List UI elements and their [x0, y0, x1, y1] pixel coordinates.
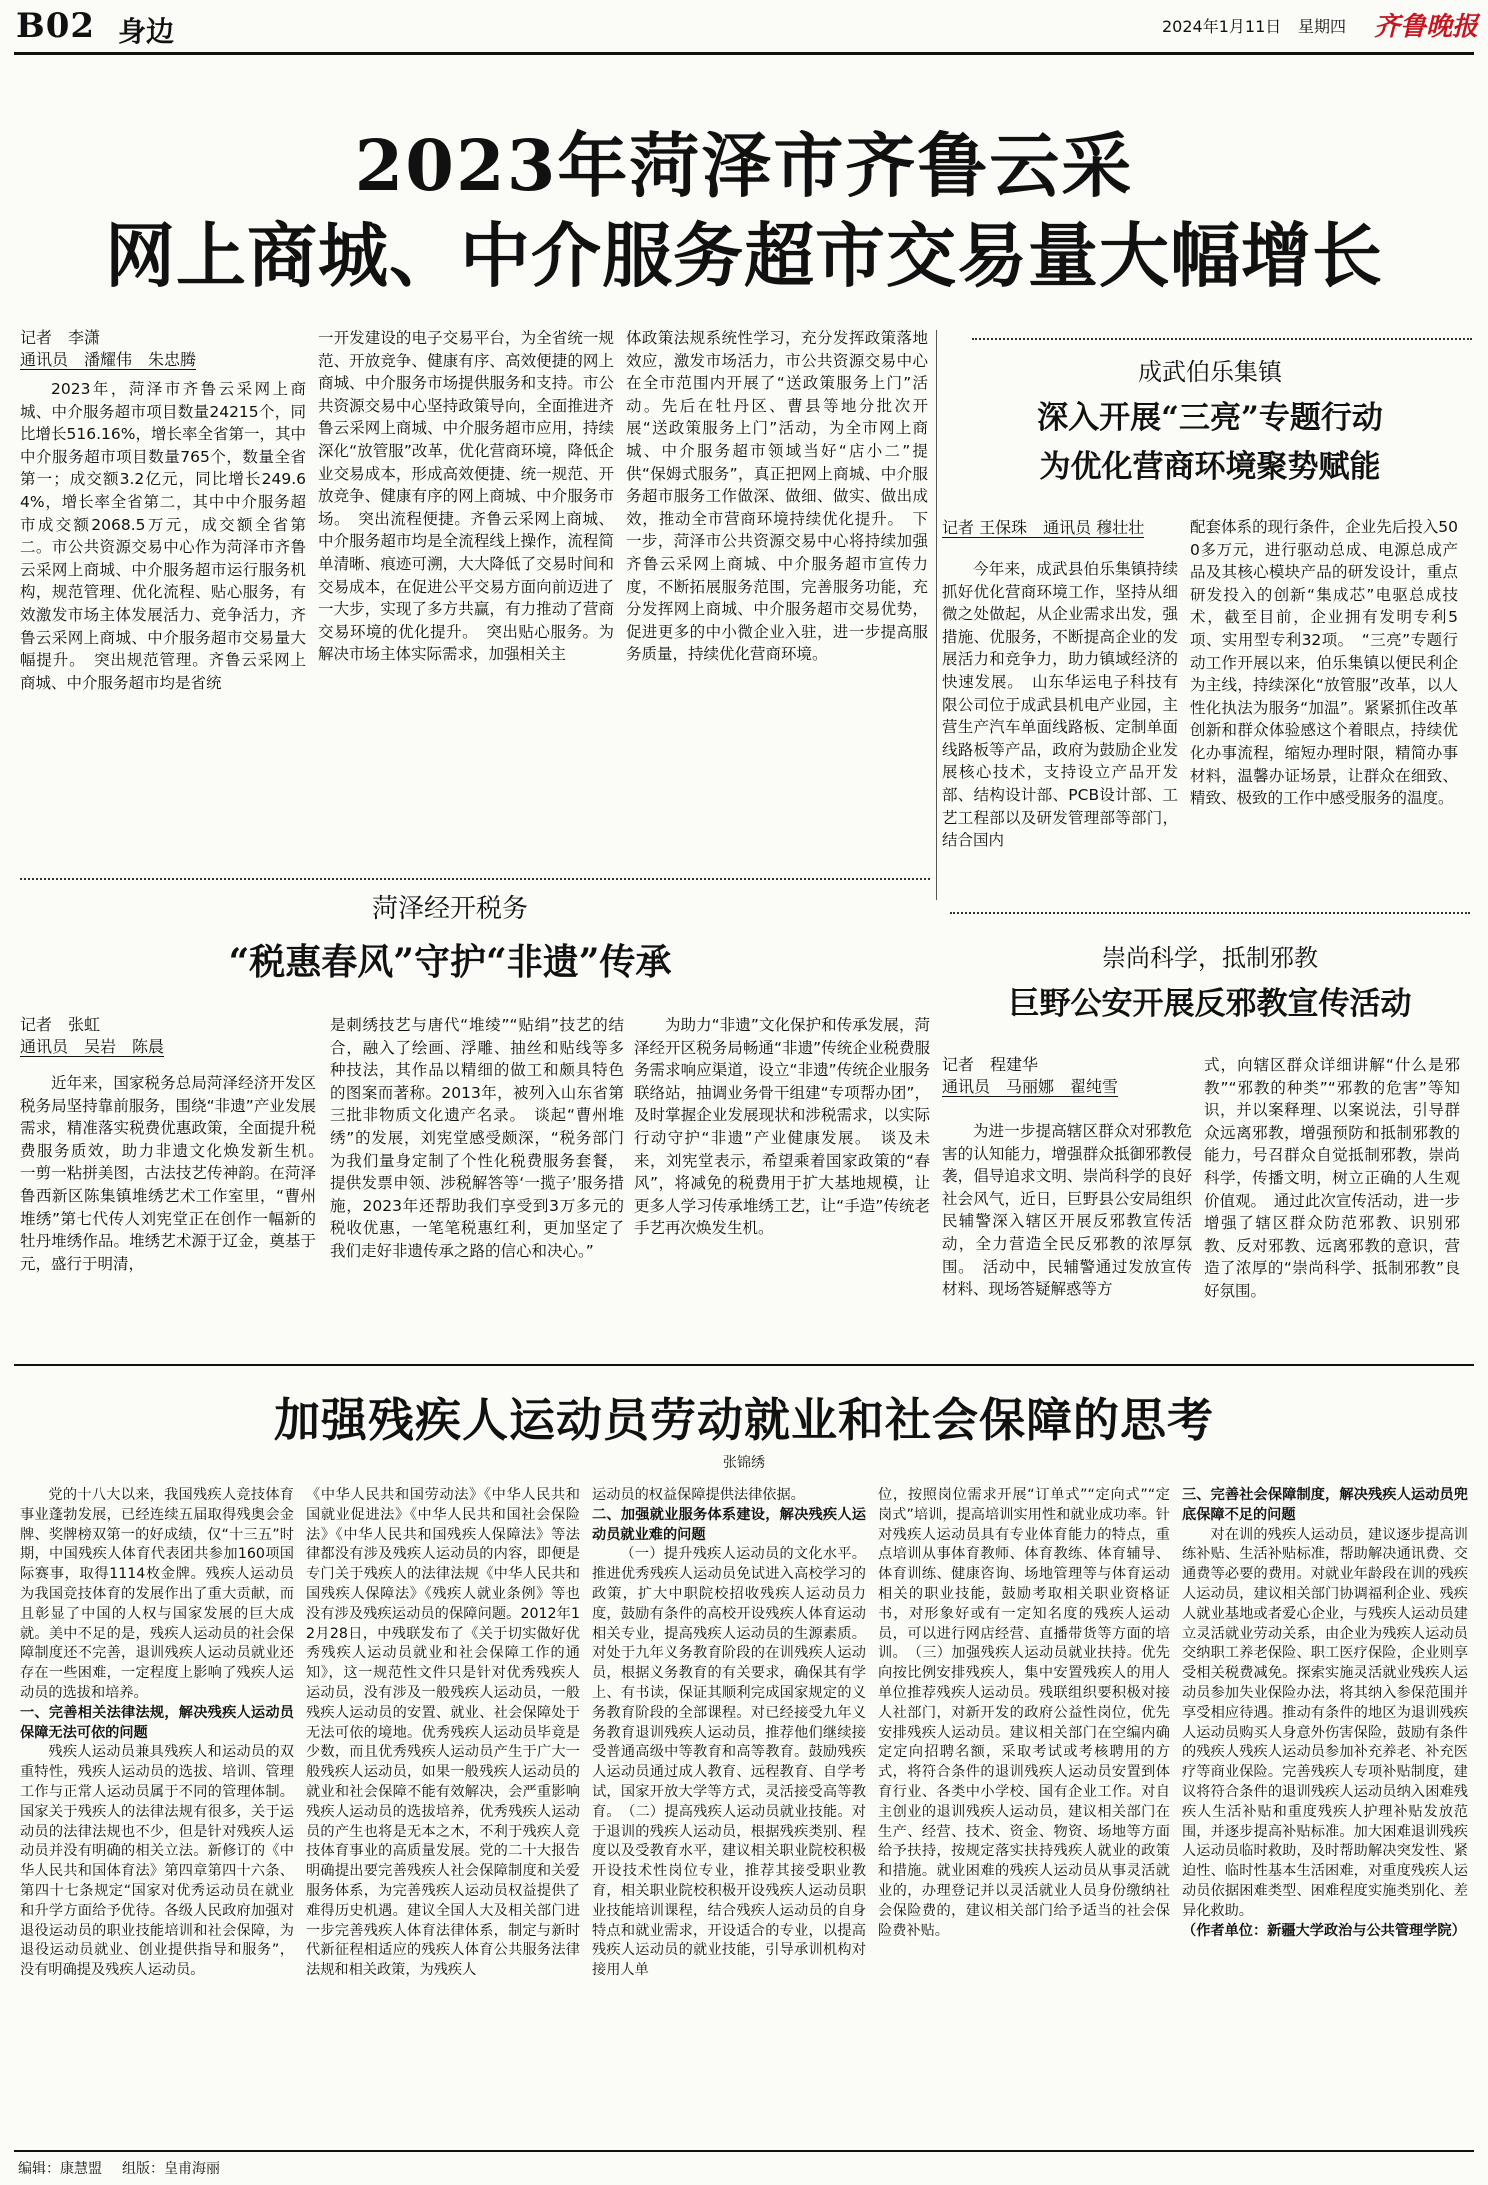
- article5-col3-text: 运动员的权益保障提供法律依据。: [592, 1487, 805, 1503]
- footer-layout: 组版：皇甫海丽: [122, 2161, 220, 2177]
- article5-col3: [592, 1486, 866, 2144]
- article2-top-rule: [972, 338, 1472, 340]
- article2-col1-text: 今年来，成武县伯乐集镇持续抓好优化营商环境工作，坚持从细微之处做起，从企业需求出发，强措施、优服务，不断提高企业的发展活力和竞争力，助力镇域经济的快速发展。 山东华运电子科技有限公司位于成武县机电产业园，主营生产汽车单面线路板、定制单面线路板等产品，政府为鼓励企业发展核心技术，支持设立产品开发部、结构设计部、PCB设计部、工艺工程部以及研发管理部等部门，结合国内: [942, 560, 1178, 850]
- article5-col1b-text: 残疾人运动员兼具残疾人和运动员的双重特性，残疾人运动员的选拔、培训、管理工作与正常人运动员属于不同的管理体制。国家关于残疾人的法律法规有很多，关于运动员的法律法规也不少，但是针对残疾人运动员并没有明确的相关立法。新修订的《中华人民共和国体育法》第四章第四十六条、第四十七条规定“国家对优秀运动员在就业和升学方面给予优待。各级人民政府加强对退役运动员的职业技能培训和社会保障，为退役运动员就业、创业提供指导和服务”，没有明确提及残疾人运动员。: [20, 1744, 294, 1979]
- article4-top-rule: [950, 912, 1470, 914]
- article5-author: 张锦绣: [723, 1455, 765, 1471]
- article5-top-rule: [14, 1364, 1474, 1366]
- article5-col5-subheading: 三、完善社会保障制度，解决残疾人运动员兜底保障不足的问题: [1182, 1487, 1468, 1523]
- article5-col4-text: 位，按照岗位需求开展“订单式”“定向式”“定岗式”培训，提高培训实用性和就业成功率。针对残疾人运动员具有专业体育能力的特点，重点培训从事体育教师、体育教练、体育辅导、体育训练、健康咨询、场地管理等与体育运动相关的职业技能，鼓励考取相关职业资格证书，对形象好或有一定知名度的残疾人运动员，可以进行网店经营、直播带货等方面的培训。 （三）加强残疾人运动员就业扶持。优先向按比例安排残疾人，集中安置残疾人的用人单位推荐残疾人运动员。残联组织要积极对接人社部门，对新开发的政府公益性岗位，优先安排残疾人运动员。建议相关部门在空编内确定定向招聘名额，采取考试或考核聘用的方式，将符合条件的退训残疾人运动员安置到体育行业、各类中小学校、国有企业工作。对自主创业的退训残疾人运动员，建议相关部门在生产、经营、技术、资金、物资、场地等方面给予扶持，按规定落实扶持残疾人就业的政策和措施。就业困难的残疾人运动员从事灵活就业的，办理登记并以灵活就业人员身份缴纳社会保险费的，建议相关部门给予适当的社会保险费补贴。: [878, 1487, 1170, 1939]
- article2-col2-text: 配套体系的现行条件，企业先后投入500多万元，进行驱动总成、电源总成产品及其核心模块产品的研发设计，重点研发投入的创新“集成芯”电驱总成技术，截至目前，企业拥有发明专利5项、实用型专利32项。 “三亮”专题行动工作开展以来，伯乐集镇以便民利企为主线，持续深化“放管服”改革，以人性化执法为服务“加温”。紧紧抓住改革创新和群众体验感这个着眼点，持续优化办事流程，缩短办理时限，精简办事材料，温馨办证场景，让群众在细致、精致、极致的工作中感受服务的温度。: [1190, 518, 1458, 808]
- issue-date: 2024年1月11日: [1162, 17, 1282, 36]
- divider-vertical-top: [936, 330, 937, 900]
- article4-title: 巨野公安开展反邪教宣传活动: [1008, 986, 1412, 1022]
- article3-reporter: 记者 张虹: [20, 1015, 101, 1034]
- article1-col2-text: 一开发建设的电子交易平台，为全省统一规范、开放竞争、健康有序、高效便捷的网上商城、中介服务市场提供服务和支持。市公共资源交易中心坚持政策导向，全面推进齐鲁云采网上商城、中介服务超市应用，持续深化“放管服”改革，优化营商环境，降低企业交易成本，形成高效便捷、统一规范、开放竞争、健康有序的网上商城、中介服务市场。 突出流程便捷。齐鲁云采网上商城、中介服务超市均是全流程线上操作，流程简单清晰、痕迹可溯，大大降低了交易时间和交易成本，在促进公平交易方面向前迈进了一大步，实现了多方共赢，有力推动了营商交易环境的优化提升。 突出贴心服务。为解决市场主体实际需求，加强相关主: [318, 329, 614, 664]
- article2-title-line1: 深入开展“三亮”专题行动: [1037, 400, 1383, 436]
- article5-title: 加强残疾人运动员劳动就业和社会保障的思考: [274, 1393, 1214, 1447]
- article2-byline: [942, 517, 1144, 539]
- article3-kicker: 菏泽经开税务: [371, 894, 528, 924]
- article1-correspondents: 通讯员 潘耀伟 朱忠腾: [20, 350, 197, 369]
- newspaper-logo: 齐鲁晚报: [1374, 12, 1479, 42]
- article2-byline-text: 记者 王保珠 通讯员 穆壮壮: [942, 518, 1145, 537]
- article2-title-line2: 为优化营商环境聚势赋能: [1039, 449, 1381, 485]
- page-code: B02: [16, 6, 96, 46]
- article1-col3: [626, 327, 928, 790]
- article4-col1: [942, 1120, 1192, 1348]
- article3-top-rule: [20, 878, 930, 880]
- article5-col5-text: 对在训的残疾人运动员，建议逐步提高训练补贴、生活补贴标准，帮助解决通讯费、交通费等必要的费用。对就业年龄段在训的残疾人运动员，建议相关部门协调福利企业、残疾人就业基地或者爱心企业，与残疾人运动员建立灵活就业劳动关系，由企业为残疾人运动员交纳职工养老保险、职工医疗保险，企业则享受相关税费减免。探索实施灵活就业残疾人运动员参加失业保险办法，将其纳入参保范围并享受相应待遇。推动有条件的地区为退训残疾人运动员购买人身意外伤害保险，鼓励有条件的残疾人残疾人运动员参加补充养老、补充医疗等商业保险。完善残疾人专项补贴制度，建议将符合条件的退训残疾人运动员纳入困难残疾人生活补贴和重度残疾人护理补贴发放范围，并逐步提高补贴标准。加大困难退训残疾人运动员临时救助，及时帮助解决突发性、紧迫性、临时性基本生活困难，对重度残疾人运动员依据困难类型、困难程度实施类别化、差异化救助。: [1182, 1526, 1468, 1919]
- article5-affiliation: （作者单位：新疆大学政治与公共管理学院）: [1182, 1922, 1466, 1939]
- header-rule: [14, 52, 1474, 55]
- article3-col1: [20, 1072, 332, 1348]
- article1-reporter: 记者 李潇: [20, 328, 101, 347]
- article1-col1-text: 2023年，菏泽市齐鲁云采网上商城、中介服务超市项目数量24215个，同比增长516.16%，增长率全省第一，其中中介服务超市项目数量765个，数量全省第一；成交额3.2亿元，同比增长249.64%，增长率全省第二，其中中介服务超市成交额2068.5万元，成交额全省第二。市公共资源交易中心作为菏泽市齐鲁云采网上商城、中介服务超市运行服务机构，规范管理、优化流程、贴心服务，有效激发市场主体发展活力、竞争活力，齐鲁云采网上商城、中介服务超市交易量大幅提升。 突出规范管理。齐鲁云采网上商城、中介服务超市均是省统: [20, 380, 306, 692]
- article5-col1: [20, 1486, 294, 2144]
- article1-col2: [318, 327, 614, 790]
- article3-col1-text: 近年来，国家税务总局菏泽经济开发区税务局坚持靠前服务，围绕“非遗”产业发展需求，精准落实税费优惠政策，全面提升税费服务质效，助力非遗文化焕发新生机。 一剪一粘拼美图，古法技艺传神韵。在菏泽鲁西新区陈集镇堆绣艺术工作室里，“曹州堆绣”第七代传人刘宪堂正在创作一幅新的牡丹堆绣作品。堆绣艺术源于辽金，奠基于元，盛行于明清，: [20, 1074, 332, 1273]
- article4-col2: [1204, 1054, 1460, 1348]
- article1-title-line2: 网上商城、中介服务超市交易量大幅增长: [105, 214, 1383, 297]
- article3-col2-text: 是刺绣技艺与唐代“堆绫”“贴绢”技艺的结合，融入了绘画、浮雕、抽丝和贴线等多种技法，其作品以精细的做工和颇具特色的图案而著称。2013年，被列入山东省第三批非物质文化遗产名录。 谈起“曹州堆绣”的发展，刘宪堂感受颇深，“税务部门为我们量身定制了个性化税费服务套餐，提供发票申领、涉税解答等‘一揽子’服务措施，2023年还帮助我们享受到3万多元的税收优惠，一笔笔税惠红利，更加坚定了我们走好非遗传承之路的信心和决心。”: [330, 1016, 624, 1260]
- article5-col2-text: 《中华人民共和国劳动法》《中华人民共和国就业促进法》《中华人民共和国社会保险法》《中华人民共和国残疾人保障法》等法律都没有涉及残疾人运动员的内容，即便是专门关于残疾人的法律法规《中华人民共和国残疾人保障法》《残疾人就业条例》等也没有涉及残疾运动员的保障问题。2012年12月28日，中残联发布了《关于切实做好优秀残疾人运动员就业和社会保障工作的通知》，这一规范性文件只是针对优秀残疾人运动员，没有涉及一般残疾人运动员，一般残疾人运动员的安置、就业、社会保障处于无法可依的境地。优秀残疾人运动员毕竟是少数，而且优秀残疾人运动员产生于广大一般残疾人运动员，如果一般残疾人运动员的就业和社会保障不能有效解决，会严重影响残疾人运动员的选拔培养，优秀残疾人运动员的产生也将是无本之木，不利于残疾人竞技体育事业的高质量发展。党的二十大报告明确提出要完善残疾人社会保障制度和关爱服务体系，为完善残疾人运动员权益提供了难得历史机遇。建议全国人大及相关部门进一步完善残疾人体育法律体系，制定与新时代新征程相适应的残疾人体育公共服务法律法规和相关政策，为残疾人: [306, 1487, 580, 1979]
- article3-col2: [330, 1014, 624, 1348]
- section-name: 身边: [118, 15, 175, 48]
- article5-col3b-text: （一）提升残疾人运动员的文化水平。推进优秀残疾人运动员免试进入高校学习的政策，扩大中职院校招收残疾人运动员力度，鼓励有条件的高校开设残疾人体育运动相关专业，提高残疾人运动员的生源素质。对处于九年义务教育阶段的在训残疾人运动员，根据义务教育的有关要求，确保其有学上、有书读，保证其顺利完成国家规定的义务教育阶段的全部课程。对已经接受九年义务教育退训残疾人运动员，推荐他们继续接受普通高级中等教育和高等教育。鼓励残疾人运动员通过成人教育、远程教育、自学考试，国家开放大学等方式，灵活接受高等教育。 （二）提高残疾人运动员就业技能。对于退训的残疾人运动员，根据残疾类别、程度以及受教育水平，建议相关职业院校积极开设技术性岗位专业，推荐其接受职业教育，相关职业院校积极开设残疾人运动员职业技能培训课程，结合残疾人运动员的自身特点和就业需求，开设适合的专业，以提高残疾人运动员的就业技能，引导承训机构对接用人单: [592, 1546, 866, 1979]
- article3-col3-text: 为助力“非遗”文化保护和传承发展，菏泽经开区税务局畅通“非遗”传统企业税费服务需求响应渠道，设立“非遗”传统企业服务联络站，抽调业务骨干组建“专项帮办团”，及时掌握企业发展现状和涉税需求，以实际行动守护“非遗”产业健康发展。 谈及未来，刘宪堂表示，希望乘着国家政策的“春风”，将减免的税费用于扩大基地规模，让更多人学习传承堆绣工艺，让“手造”传统老手艺再次焕发生机。: [634, 1016, 930, 1238]
- article5-col1-text: 党的十八大以来，我国残疾人竞技体育事业蓬勃发展，已经连续五届取得残奥会金牌、奖牌榜双第一的好成绩，仅“十三五”时期，中国残疾人体育代表团共参加160项国际赛事，取得1114枚金牌。残疾人运动员为我国竞技体育的发展作出了重大贡献，而且彰显了中国的人权与国家发展的巨大成就。美中不足的是，残疾人运动员的社会保障制度还不完善，退训残疾人运动员就业还存在一些困难，一定程度上影响了残疾人运动员的选拔和培养。: [20, 1487, 294, 1701]
- article1-byline: [20, 327, 196, 371]
- footer-editor: 编辑：康慧盟: [18, 2161, 102, 2177]
- article4-kicker: 崇尚科学，抵制邪教: [1102, 944, 1318, 972]
- article3-col3: [634, 1014, 930, 1348]
- article5-col5: [1182, 1486, 1468, 2144]
- weekday: 星期四: [1298, 17, 1347, 36]
- article1-col3-text: 体政策法规系统性学习，充分发挥政策落地效应，激发市场活力，市公共资源交易中心在全市范围内开展了“送政策服务上门”活动。先后在牡丹区、曹县等地分批次开展“送政策服务上门”活动，为全市网上商城、中介服务超市领域当好“店小二”提供“保姆式服务”，真正把网上商城、中介服务超市服务工作做深、做细、做实、做出成效，推动全市营商环境持续优化提升。 下一步，菏泽市公共资源交易中心将持续加强齐鲁云采网上商城、中介服务超市宣传力度，不断拓展服务范围，完善服务功能，充分发挥网上商城、中介服务超市交易优势，促进更多的中小微企业入驻，进一步提高服务质量，持续优化营商环境。: [626, 329, 928, 664]
- article4-col1-text: 为进一步提高辖区群众对邪教危害的认知能力，增强群众抵御邪教侵袭，倡导追求文明、崇尚科学的良好社会风气，近日，巨野县公安局组织民辅警深入辖区开展反邪教宣传活动，全力营造全民反邪教的浓厚氛围。 活动中，民辅警通过发放宣传材料、现场答疑解惑等方: [942, 1122, 1192, 1299]
- article3-byline: [20, 1014, 164, 1058]
- article5-col3-subheading: 二、加强就业服务体系建设，解决残疾人运动员就业难的问题: [592, 1506, 866, 1543]
- article1-col1: [20, 378, 306, 790]
- article2-kicker: 成武伯乐集镇: [1138, 358, 1282, 386]
- article5-col2: [306, 1486, 580, 2144]
- article4-correspondents: 通讯员 马丽娜 翟纯雪: [942, 1077, 1119, 1096]
- article5-col1-subheading: 一、完善相关法律法规，解决残疾人运动员保障无法可依的问题: [20, 1704, 294, 1741]
- article4-byline: [942, 1054, 1118, 1098]
- article5-col4: [878, 1486, 1170, 2144]
- article2-col2: [1190, 516, 1458, 900]
- article3-title: “税惠春风”守护“非遗”传承: [228, 941, 672, 983]
- article4-reporter: 记者 程建华: [942, 1055, 1039, 1074]
- article3-correspondents: 通讯员 吴岩 陈晨: [20, 1037, 165, 1056]
- article1-title-line1: 2023年菏泽市齐鲁云采: [354, 124, 1134, 207]
- article2-col1: [942, 558, 1178, 898]
- article4-col2-text: 式，向辖区群众详细讲解“什么是邪教”“邪教的种类”“邪教的危害”等知识，并以案释理、以案说法，引导群众远离邪教，增强预防和抵制邪教的能力，号召群众自觉抵制邪教，崇尚科学，传播文明，树立正确的人生观价值观。 通过此次宣传活动，进一步增强了辖区群众防范邪教、识别邪教、反对邪教、远离邪教的意识，营造了浓厚的“崇尚科学、抵制邪教”良好氛围。: [1204, 1056, 1460, 1300]
- footer-rule: [14, 2150, 1474, 2152]
